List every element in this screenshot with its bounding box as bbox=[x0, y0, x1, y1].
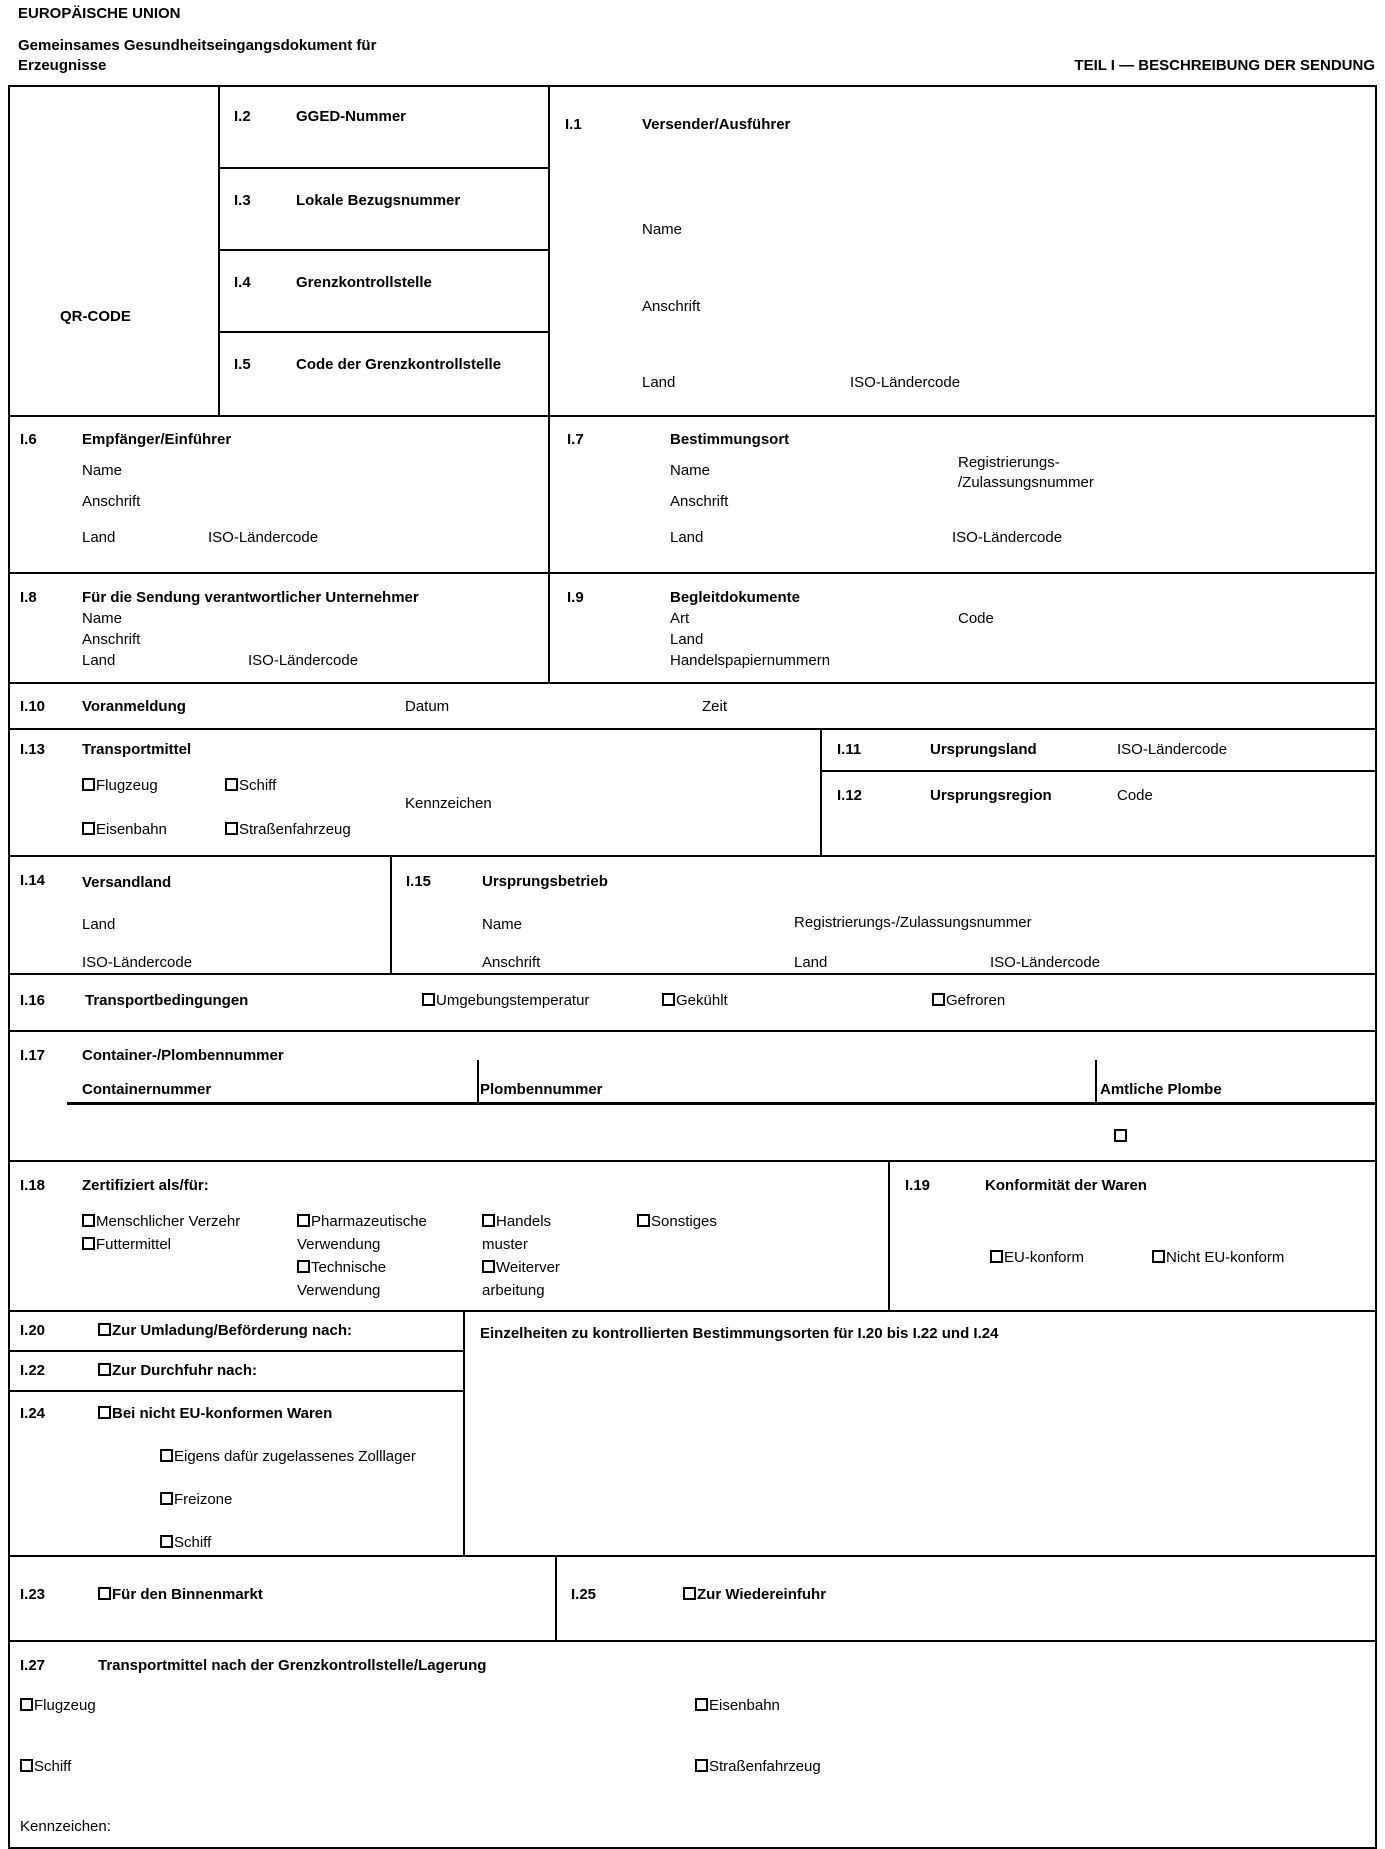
checkbox-i18-weiterverarbeitung[interactable] bbox=[482, 1260, 495, 1273]
i13-schiff-label: Schiff bbox=[239, 777, 277, 794]
checkbox-i17-official-seal[interactable] bbox=[1114, 1129, 1127, 1142]
i7-reg-label-line2: /Zulassungsnummer bbox=[958, 474, 1094, 491]
checkbox-i22-durchfuhr[interactable] bbox=[98, 1363, 111, 1376]
checkbox-i19-nicht-eu-konform[interactable] bbox=[1152, 1250, 1165, 1263]
i9-type-label: Art bbox=[670, 610, 690, 627]
i14-number: I.14 bbox=[20, 872, 46, 889]
section-i4 bbox=[220, 251, 548, 333]
controlled-destinations-panel bbox=[465, 1312, 1375, 1555]
section-i23 bbox=[10, 1557, 557, 1640]
i13-option-flugzeug bbox=[82, 776, 158, 795]
i20-option bbox=[98, 1321, 352, 1340]
i19-title: Konformität der Waren bbox=[985, 1177, 1147, 1194]
i24-option-freizone bbox=[160, 1490, 232, 1509]
i20-label: Zur Umladung/Beförderung nach: bbox=[112, 1322, 352, 1339]
section-i6 bbox=[10, 417, 550, 572]
i7-reg-label-line1: Registrierungs- bbox=[958, 454, 1060, 471]
checkbox-i27-strassenfahrzeug[interactable] bbox=[695, 1759, 708, 1772]
i25-number: I.25 bbox=[571, 1586, 597, 1603]
section-i7 bbox=[550, 417, 1375, 572]
section-i13 bbox=[10, 730, 822, 855]
checkbox-i18-technische-verwendung[interactable] bbox=[297, 1260, 310, 1273]
i18-option-pharmazeutische bbox=[297, 1212, 427, 1231]
i16-option-gefroren bbox=[932, 991, 1005, 1010]
checkbox-i27-schiff[interactable] bbox=[20, 1759, 33, 1772]
i13-flugzeug-label: Flugzeug bbox=[96, 777, 158, 794]
checkbox-i18-pharmazeutische-verwendung[interactable] bbox=[297, 1214, 310, 1227]
i19-nicht-eu-konform-label: Nicht EU-konform bbox=[1166, 1249, 1285, 1266]
i8-number: I.8 bbox=[20, 589, 37, 606]
i11-number: I.11 bbox=[837, 741, 862, 758]
checkbox-i24-schiff[interactable] bbox=[160, 1535, 173, 1548]
i17-official-seal-col-header: Amtliche Plombe bbox=[1100, 1081, 1222, 1098]
qr-code-placeholder: QR-CODE bbox=[60, 308, 131, 325]
section-i9 bbox=[550, 574, 1375, 682]
checkbox-i24-freizone[interactable] bbox=[160, 1492, 173, 1505]
section-i17 bbox=[10, 1032, 1375, 1160]
i11-title: Ursprungsland bbox=[930, 741, 1037, 758]
row-6 bbox=[10, 857, 1375, 975]
i18-pharmazeutische-label-line2: Verwendung bbox=[297, 1236, 381, 1253]
section-i1 bbox=[550, 87, 1375, 415]
row-12 bbox=[10, 1642, 1375, 1847]
checkbox-i13-flugzeug[interactable] bbox=[82, 778, 95, 791]
i10-date-label: Datum bbox=[405, 698, 450, 715]
i5-title: Code der Grenzkontrollstelle bbox=[296, 356, 502, 373]
section-i19 bbox=[890, 1162, 1375, 1310]
i15-reg-label: Registrierungs-/Zulassungsnummer bbox=[794, 914, 1032, 931]
i27-option-strassenfahrzeug bbox=[695, 1757, 821, 1776]
section-i18 bbox=[10, 1162, 890, 1310]
i12-code-label: Code bbox=[1117, 787, 1153, 804]
qr-code-cell bbox=[10, 87, 220, 415]
i7-country-label: Land bbox=[670, 529, 704, 546]
i1-address-label: Anschrift bbox=[642, 298, 701, 315]
i19-option-eu-konform bbox=[990, 1248, 1084, 1267]
i4-number: I.4 bbox=[234, 274, 251, 291]
i6-iso-label: ISO-Ländercode bbox=[208, 529, 319, 546]
checkbox-i13-eisenbahn[interactable] bbox=[82, 822, 95, 835]
i18-option-sonstiges bbox=[637, 1212, 717, 1231]
form-table bbox=[8, 85, 1377, 1849]
doc-title-line2: Erzeugnisse bbox=[18, 57, 107, 74]
i13-number: I.13 bbox=[20, 741, 46, 758]
i18-sonstiges-label: Sonstiges bbox=[651, 1213, 717, 1230]
i24-option bbox=[98, 1404, 332, 1423]
row-11 bbox=[10, 1557, 1375, 1642]
checkbox-i16-gefroren[interactable] bbox=[932, 993, 945, 1006]
i2-title: GGED-Nummer bbox=[296, 108, 407, 125]
i16-umgebungstemperatur-label: Umgebungstemperatur bbox=[436, 992, 590, 1009]
i19-option-nicht-eu-konform bbox=[1152, 1248, 1284, 1267]
i16-gekuehlt-label: Gekühlt bbox=[676, 992, 728, 1009]
i18-number: I.18 bbox=[20, 1177, 46, 1194]
i20-number: I.20 bbox=[20, 1322, 46, 1339]
i1-title: Versender/Ausführer bbox=[642, 116, 791, 133]
i10-time-label: Zeit bbox=[702, 698, 728, 715]
i17-official-seal-option bbox=[1114, 1127, 1128, 1146]
i12-title: Ursprungsregion bbox=[930, 787, 1052, 804]
row-4 bbox=[10, 684, 1375, 730]
section-i27 bbox=[10, 1642, 1375, 1847]
checkbox-i13-schiff[interactable] bbox=[225, 778, 238, 791]
i19-eu-konform-label: EU-konform bbox=[1004, 1249, 1085, 1266]
checkbox-i24-nicht-eu-konform[interactable] bbox=[98, 1406, 111, 1419]
i18-title: Zertifiziert als/für: bbox=[82, 1177, 209, 1194]
i18-option-technische bbox=[297, 1258, 386, 1277]
section-i15 bbox=[392, 857, 1375, 973]
i17-container-col-header: Containernummer bbox=[82, 1081, 212, 1098]
i18-handelsmuster-label-line2: muster bbox=[482, 1236, 528, 1253]
i15-name-label: Name bbox=[482, 916, 523, 933]
i13-kennzeichen-label: Kennzeichen bbox=[405, 795, 492, 812]
i6-title: Empfänger/Einführer bbox=[82, 431, 232, 448]
section-i16 bbox=[10, 975, 1375, 1030]
i24-label: Bei nicht EU-konformen Waren bbox=[112, 1405, 333, 1422]
i24-option-zolllager bbox=[160, 1447, 416, 1466]
i7-title: Bestimmungsort bbox=[670, 431, 790, 448]
row-10 bbox=[10, 1312, 1375, 1557]
i8-name-label: Name bbox=[82, 610, 123, 627]
i18-option-menschlicher-verzehr bbox=[82, 1212, 240, 1231]
i15-country-label: Land bbox=[794, 954, 828, 971]
checkbox-i18-sonstiges[interactable] bbox=[637, 1214, 650, 1227]
i5-number: I.5 bbox=[234, 356, 251, 373]
i19-number: I.19 bbox=[905, 1177, 931, 1194]
i13-eisenbahn-label: Eisenbahn bbox=[96, 821, 167, 838]
i13-option-strassenfahrzeug bbox=[225, 820, 351, 839]
i12-number: I.12 bbox=[837, 787, 863, 804]
i27-eisenbahn-label: Eisenbahn bbox=[709, 1697, 780, 1714]
checkbox-i25-wiedereinfuhr[interactable] bbox=[683, 1587, 696, 1600]
i7-address-label: Anschrift bbox=[670, 493, 729, 510]
section-i11 bbox=[822, 730, 1375, 772]
i9-code-label: Code bbox=[958, 610, 994, 627]
checkbox-i19-eu-konform[interactable] bbox=[990, 1250, 1003, 1263]
row-8 bbox=[10, 1032, 1375, 1162]
checkbox-i27-flugzeug[interactable] bbox=[20, 1698, 33, 1711]
section-i5 bbox=[220, 333, 548, 415]
doc-title-line1: Gemeinsames Gesundheitseingangsdokument für bbox=[18, 37, 377, 54]
i10-title: Voranmeldung bbox=[82, 698, 186, 715]
i7-name-label: Name bbox=[670, 462, 711, 479]
i18-technische-label: Technische bbox=[311, 1259, 387, 1276]
union-title: EUROPÄISCHE UNION bbox=[18, 5, 181, 22]
checkbox-i24-zolllager[interactable] bbox=[160, 1449, 173, 1462]
i16-gefroren-label: Gefroren bbox=[946, 992, 1006, 1009]
i9-title: Begleitdokumente bbox=[670, 589, 801, 606]
i13-strassenfahrzeug-label: Straßenfahrzeug bbox=[239, 821, 351, 838]
i8-title: Für die Sendung verantwortlicher Unternehmer bbox=[82, 589, 419, 606]
i14-country-label: Land bbox=[82, 916, 116, 933]
i27-schiff-label: Schiff bbox=[34, 1758, 72, 1775]
i8-country-label: Land bbox=[82, 652, 116, 669]
i17-seal-col-header: Plombennummer bbox=[480, 1081, 603, 1098]
checkbox-i16-umgebungstemperatur[interactable] bbox=[422, 993, 435, 1006]
i14-iso-label: ISO-Ländercode bbox=[82, 954, 193, 971]
i2-number: I.2 bbox=[234, 108, 251, 125]
checkbox-i27-eisenbahn[interactable] bbox=[695, 1698, 708, 1711]
row-7 bbox=[10, 975, 1375, 1032]
i27-number: I.27 bbox=[20, 1657, 46, 1674]
i1-iso-label: ISO-Ländercode bbox=[850, 374, 961, 391]
i25-label: Zur Wiedereinfuhr bbox=[697, 1586, 827, 1603]
i27-option-flugzeug bbox=[20, 1696, 96, 1715]
section-i8 bbox=[10, 574, 550, 682]
i16-number: I.16 bbox=[20, 992, 46, 1009]
i15-number: I.15 bbox=[406, 873, 432, 890]
i24-freizone-label: Freizone bbox=[174, 1491, 233, 1508]
row-2 bbox=[10, 417, 1375, 574]
section-i22 bbox=[10, 1352, 463, 1392]
i16-title: Transportbedingungen bbox=[85, 992, 249, 1009]
section-i24 bbox=[10, 1392, 463, 1555]
i18-weiterverarbeitung-label-line2: arbeitung bbox=[482, 1282, 545, 1299]
i15-iso-label: ISO-Ländercode bbox=[990, 954, 1101, 971]
i23-label: Für den Binnenmarkt bbox=[112, 1586, 263, 1603]
checkbox-i18-handelsmuster[interactable] bbox=[482, 1214, 495, 1227]
destination-options-column bbox=[10, 1312, 465, 1555]
i15-title: Ursprungsbetrieb bbox=[482, 873, 608, 890]
i17-title: Container-/Plombennummer bbox=[82, 1047, 284, 1064]
i23-option bbox=[98, 1585, 263, 1604]
i1-country-label: Land bbox=[642, 374, 676, 391]
i22-number: I.22 bbox=[20, 1362, 46, 1379]
checkbox-i18-menschlicher-verzehr[interactable] bbox=[82, 1214, 95, 1227]
section-i3 bbox=[220, 169, 548, 251]
row-5 bbox=[10, 730, 1375, 857]
checkbox-i23-binnenmarkt[interactable] bbox=[98, 1587, 111, 1600]
section-i10 bbox=[10, 684, 1375, 728]
i18-menschlicher-verzehr-label: Menschlicher Verzehr bbox=[96, 1213, 241, 1230]
i27-strassenfahrzeug-label: Straßenfahrzeug bbox=[709, 1758, 821, 1775]
i27-title: Transportmittel nach der Grenzkontrollstelle/Lagerung bbox=[98, 1657, 487, 1674]
i24-option-schiff bbox=[160, 1533, 211, 1552]
section-i12 bbox=[822, 772, 1375, 855]
i27-option-schiff bbox=[20, 1757, 71, 1776]
i6-address-label: Anschrift bbox=[82, 493, 141, 510]
i17-column-divider-1 bbox=[477, 1060, 479, 1102]
i3-number: I.3 bbox=[234, 192, 251, 209]
i10-number: I.10 bbox=[20, 698, 46, 715]
i27-kennzeichen-label: Kennzeichen: bbox=[20, 1818, 111, 1835]
i18-handelsmuster-label: Handels bbox=[496, 1213, 552, 1230]
part1-title: TEIL I — BESCHREIBUNG DER SENDUNG bbox=[1074, 57, 1375, 74]
section-i25 bbox=[557, 1557, 1375, 1640]
i15-address-label: Anschrift bbox=[482, 954, 541, 971]
i9-numbers-label: Handelspapiernummern bbox=[670, 652, 831, 669]
i7-iso-label: ISO-Ländercode bbox=[952, 529, 1063, 546]
checkbox-i16-gekuehlt[interactable] bbox=[662, 993, 675, 1006]
i18-weiterverarbeitung-label: Weiterver bbox=[496, 1259, 560, 1276]
i7-number: I.7 bbox=[567, 431, 584, 448]
checkbox-i20-umladung[interactable] bbox=[98, 1323, 111, 1336]
i18-technische-label-line2: Verwendung bbox=[297, 1282, 381, 1299]
i24-zolllager-label: Eigens dafür zugelassenes Zolllager bbox=[174, 1448, 416, 1465]
i6-country-label: Land bbox=[82, 529, 116, 546]
i18-option-handelsmuster bbox=[482, 1212, 551, 1231]
checkbox-i13-strassenfahrzeug[interactable] bbox=[225, 822, 238, 835]
i1-number: I.1 bbox=[565, 116, 582, 133]
i9-number: I.9 bbox=[567, 589, 584, 606]
i13-option-schiff bbox=[225, 776, 276, 795]
section-i2 bbox=[220, 87, 548, 169]
row-1 bbox=[10, 87, 1375, 417]
i13-title: Transportmittel bbox=[82, 741, 192, 758]
i27-flugzeug-label: Flugzeug bbox=[34, 1697, 96, 1714]
i14-title: Versandland bbox=[82, 874, 172, 891]
i8-address-label: Anschrift bbox=[82, 631, 141, 648]
i17-column-divider-2 bbox=[1095, 1060, 1097, 1102]
checkbox-i18-futtermittel[interactable] bbox=[82, 1237, 95, 1250]
i27-option-eisenbahn bbox=[695, 1696, 780, 1715]
i16-option-gekuehlt bbox=[662, 991, 728, 1010]
row-9 bbox=[10, 1162, 1375, 1312]
i25-option bbox=[683, 1585, 826, 1604]
row-3 bbox=[10, 574, 1375, 684]
i18-option-futtermittel bbox=[82, 1235, 171, 1254]
i8-iso-label: ISO-Ländercode bbox=[248, 652, 359, 669]
i17-header-underline bbox=[67, 1102, 1375, 1105]
controlled-destinations-title: Einzelheiten zu kontrollierten Bestimmungsorten für I.20 bis I.22 und I.24 bbox=[480, 1325, 999, 1342]
i4-title: Grenzkontrollstelle bbox=[296, 274, 432, 291]
i18-futtermittel-label: Futtermittel bbox=[96, 1236, 172, 1253]
i9-country-label: Land bbox=[670, 631, 704, 648]
i24-number: I.24 bbox=[20, 1405, 46, 1422]
i11-iso-label: ISO-Ländercode bbox=[1117, 741, 1228, 758]
i1-name-label: Name bbox=[642, 221, 683, 238]
i16-option-umgebungstemperatur bbox=[422, 991, 589, 1010]
i18-pharmazeutische-label: Pharmazeutische bbox=[311, 1213, 427, 1230]
section-i20 bbox=[10, 1312, 463, 1352]
reference-column bbox=[220, 87, 550, 415]
i13-option-eisenbahn bbox=[82, 820, 167, 839]
i18-option-weiterverarbeitung bbox=[482, 1258, 560, 1277]
section-i14 bbox=[10, 857, 392, 973]
i22-label: Zur Durchfuhr nach: bbox=[112, 1362, 257, 1379]
i17-number: I.17 bbox=[20, 1047, 46, 1064]
i6-number: I.6 bbox=[20, 431, 37, 448]
i22-option bbox=[98, 1361, 257, 1380]
i6-name-label: Name bbox=[82, 462, 123, 479]
i23-number: I.23 bbox=[20, 1586, 46, 1603]
i24-schiff-label: Schiff bbox=[174, 1534, 212, 1551]
origin-column bbox=[822, 730, 1375, 855]
i3-title: Lokale Bezugsnummer bbox=[296, 192, 461, 209]
